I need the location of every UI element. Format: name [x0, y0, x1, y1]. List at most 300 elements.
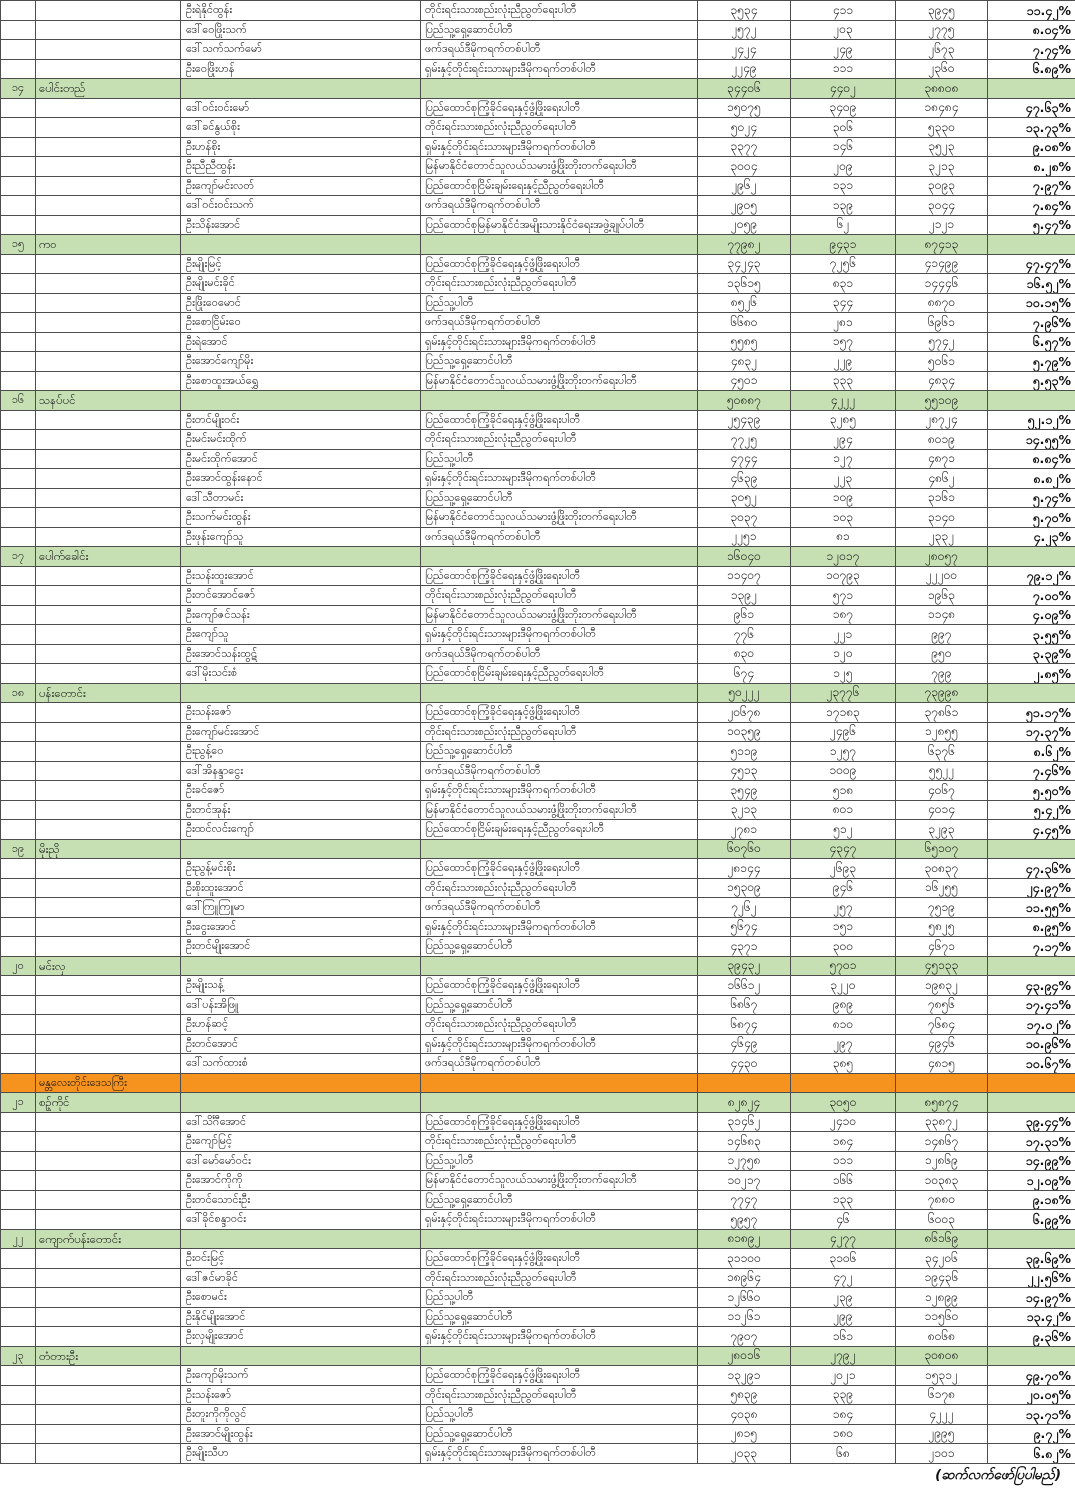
row-number: [1, 20, 36, 40]
candidate-name: ဦးစောမင်း: [181, 1288, 421, 1308]
percent: ၇.၇၄%: [988, 40, 1075, 60]
votes-total: ၇၆၈၄: [896, 1015, 988, 1035]
township-header-row: [1, 547, 1075, 567]
votes-col2: ၈၁: [791, 527, 896, 547]
row-number: [1, 976, 36, 996]
row-number: ၂၂: [1, 1229, 36, 1249]
township-name: [36, 410, 181, 430]
township-name: [36, 761, 181, 781]
candidate-name: ဦးအောင်ထွန်းနောင်: [181, 469, 421, 489]
percent: ၂၄.၉၇%: [988, 878, 1075, 898]
party-name: ဖက်ဒရယ်ဒီမိုကရက်တစ်ပါတီ: [421, 313, 698, 333]
party-name: မြန်မာနိုင်ငံတောင်သူလယ်သမားဖွံ့ဖြိုးတိုးတက်ရေးပါတီ: [421, 1171, 698, 1191]
township-header-row: [1, 683, 1075, 703]
candidate-row: [1, 293, 1075, 313]
percent: ၈.၉၅%: [988, 917, 1075, 937]
township-name: [36, 371, 181, 391]
candidate-name: ဦးကျော်သူ: [181, 625, 421, 645]
percent: ၈.၀၄%: [988, 20, 1075, 40]
percent: ၁၃.၇၃%: [988, 118, 1075, 138]
row-number: [1, 313, 36, 333]
percent: ၂၂.၅၆%: [988, 1268, 1075, 1288]
votes-col2: ၁၃၃: [791, 1190, 896, 1210]
percent: ၄၃.၉၄%: [988, 976, 1075, 996]
candidate-row: [1, 1405, 1075, 1425]
township-name: [36, 1366, 181, 1386]
candidate-row: [1, 800, 1075, 820]
row-number: [1, 761, 36, 781]
votes-col2: ၁၀၉: [791, 488, 896, 508]
party-name: တိုင်းရင်းသားစည်းလုံးညီညွတ်ရေးပါတီ: [421, 586, 698, 606]
votes-total: ၄၈၆၂: [896, 469, 988, 489]
row-number: [1, 917, 36, 937]
township-name: [36, 859, 181, 879]
candidate-name: ဒေါ်ခိုင်စန္ဒာဝင်း: [181, 1210, 421, 1230]
votes-col1: ၈၁၈၉၂: [698, 1229, 791, 1249]
votes-total: ၇၈၈၀: [896, 1190, 988, 1210]
votes-total: ၂၈၀၅၇: [896, 547, 988, 567]
votes-col2: ၁၈၄: [791, 1132, 896, 1152]
votes-col1: ၄၇၄၄: [698, 449, 791, 469]
row-number: [1, 1385, 36, 1405]
township-name: [36, 878, 181, 898]
township-name: [36, 176, 181, 196]
percent: ၉.၇၂%: [988, 1424, 1075, 1444]
party-name: ပြည်ထောင်စုကြံ့ခိုင်ရေးနှင့်ဖွံ့ဖြိုးရေးပါတီ: [421, 566, 698, 586]
percent: ၁၁.၅၅%: [988, 898, 1075, 918]
votes-col1: ၃၀၃၇: [698, 508, 791, 528]
candidate-name: ဦးရဲအောင်: [181, 332, 421, 352]
row-number: [1, 644, 36, 664]
votes-total: ၆၃၇၆: [896, 742, 988, 762]
row-number: [1, 274, 36, 294]
candidate-row: [1, 917, 1075, 937]
row-number: [1, 1405, 36, 1425]
percent: ၇၉.၁၂%: [988, 566, 1075, 586]
votes-col1: ၂၉၆၂: [698, 176, 791, 196]
row-number: [1, 488, 36, 508]
township-name: [36, 98, 181, 118]
votes-col1: ၃၅၃၄: [698, 1, 791, 21]
votes-col1: ၂၅၄၃၉: [698, 410, 791, 430]
votes-col2: ၂၃၇၇၆: [791, 683, 896, 703]
votes-total: ၁၂၈၅၅: [896, 722, 988, 742]
candidate-name: ဦးဝင်းမြင့်: [181, 1249, 421, 1269]
candidate-name: ဦးတင်သောင်းဦး: [181, 1190, 421, 1210]
party-name: တိုင်းရင်းသားစည်းလုံးညီညွတ်ရေးပါတီ: [421, 118, 698, 138]
candidate-row: [1, 1132, 1075, 1152]
candidate-row: [1, 761, 1075, 781]
candidate-name: ဦးကျော်ဇင်သန်း: [181, 605, 421, 625]
votes-total: ၄၈၇၁: [896, 449, 988, 469]
candidate-name: ဦးကျော်မိုးသက်: [181, 1366, 421, 1386]
votes-col1: ၁၀၂၁၇: [698, 1171, 791, 1191]
party-name: ပြည်ထောင်စုကြံ့ခိုင်ရေးနှင့်ဖွံ့ဖြိုးရေးပါတီ: [421, 98, 698, 118]
percent: [988, 956, 1075, 976]
row-number: [1, 703, 36, 723]
votes-total: ၂၉၉၅: [896, 1424, 988, 1444]
votes-col2: ၅၁၈: [791, 781, 896, 801]
party-name: ဖက်ဒရယ်ဒီမိုကရက်တစ်ပါတီ: [421, 527, 698, 547]
votes-total: ၈၆၁၆၉: [896, 1229, 988, 1249]
township-name: [36, 664, 181, 684]
township-name: [36, 1171, 181, 1191]
candidate-name: ဒေါ်ကြူကြူမာ: [181, 898, 421, 918]
percent: [988, 547, 1075, 567]
votes-col1: ၂၀၆၇၈: [698, 703, 791, 723]
candidate-name: ဦးမျိုးသီဟ: [181, 1444, 421, 1464]
party-name: ပြည်သူ့ရှေ့ဆောင်ပါတီ: [421, 20, 698, 40]
votes-col2: ၁၁၁: [791, 59, 896, 79]
candidate-row: [1, 1424, 1075, 1444]
percent: ၅.၄၇%: [988, 215, 1075, 235]
votes-total: ၁၄၄၄၆: [896, 274, 988, 294]
candidate-name: ဦးစောထူးအယ်ရွှေ: [181, 371, 421, 391]
row-number: [1, 137, 36, 157]
row-number: [1, 293, 36, 313]
party-name: ပြည်ထောင်စုကြံ့ခိုင်ရေးနှင့်ဖွံ့ဖြိုးရေးပါတီ: [421, 254, 698, 274]
votes-col2: ၁၅၁: [791, 917, 896, 937]
percent: ၄၇.၄၇%: [988, 254, 1075, 274]
party-name: ပြည်သူ့ရှေ့ဆောင်ပါတီ: [421, 1190, 698, 1210]
candidate-row: [1, 1366, 1075, 1386]
votes-col1: ၁၄၆၈၃: [698, 1132, 791, 1152]
party-name: ပြည်သူ့ပါတီ: [421, 1151, 698, 1171]
township-name: [36, 1268, 181, 1288]
candidate-row: [1, 937, 1075, 957]
party-name: ဖက်ဒရယ်ဒီမိုကရက်တစ်ပါတီ: [421, 898, 698, 918]
votes-col2: ၈၀၁: [791, 800, 896, 820]
row-number: [1, 371, 36, 391]
votes-col1: ၂၇၈၁: [698, 820, 791, 840]
votes-col2: ၂၆၉၃: [791, 859, 896, 879]
party-name: ပြည်ထောင်စုငြိမ်းချမ်းရေးနှင့်ညီညွတ်ရေးပါတီ: [421, 664, 698, 684]
percent: ၅.၇၄%: [988, 488, 1075, 508]
party-name: [421, 235, 698, 255]
party-name: ပြည်သူ့ရှေ့ဆောင်ပါတီ: [421, 352, 698, 372]
party-name: ရှမ်းနှင့်တိုင်းရင်းသားများဒီမိုကရက်တစ်ပါတီ: [421, 1034, 698, 1054]
votes-col2: ၂၉၄: [791, 430, 896, 450]
party-name: တိုင်းရင်းသားစည်းလုံးညီညွတ်ရေးပါတီ: [421, 722, 698, 742]
votes-col2: ၅၇၀၁: [791, 956, 896, 976]
candidate-row: [1, 1444, 1075, 1464]
party-name: တိုင်းရင်းသားစည်းလုံးညီညွတ်ရေးပါတီ: [421, 430, 698, 450]
candidate-row: [1, 898, 1075, 918]
township-name: [36, 254, 181, 274]
percent: [988, 79, 1075, 99]
row-number: [1, 449, 36, 469]
party-name: တိုင်းရင်းသားစည်းလုံးညီညွတ်ရေးပါတီ: [421, 1268, 698, 1288]
votes-total: ၉၉၇: [896, 625, 988, 645]
percent: ၆.၈၂%: [988, 1444, 1075, 1464]
votes-col2: ၉၄၆: [791, 878, 896, 898]
candidate-name: ဦးဖုန်းကျော်သူ: [181, 527, 421, 547]
percent: ၆.၉၉%: [988, 1210, 1075, 1230]
row-number: [1, 937, 36, 957]
candidate-name: ဦးစောငြိမ်းဝေ: [181, 313, 421, 333]
votes-col1: ၃၁၁၀၀: [698, 1249, 791, 1269]
votes-total: ၇၈၅၆: [896, 995, 988, 1015]
votes-col1: ၄၄၃၀: [698, 1054, 791, 1074]
percent: ၁၇.၀၂%: [988, 1015, 1075, 1035]
percent: ၅၁.၁၇%: [988, 703, 1075, 723]
votes-total: ၃၀၉၃: [896, 176, 988, 196]
votes-col1: ၁၂၆၆၀: [698, 1288, 791, 1308]
party-name: [421, 1073, 698, 1093]
votes-col1: ၅၅၈၅: [698, 332, 791, 352]
candidate-name: ဦးအောင်ကျော်မိုး: [181, 352, 421, 372]
votes-col2: ၁၀၇၉၃: [791, 566, 896, 586]
percent: ၇.၉၇%: [988, 176, 1075, 196]
row-number: [1, 566, 36, 586]
party-name: တိုင်းရင်းသားစည်းလုံးညီညွတ်ရေးပါတီ: [421, 1385, 698, 1405]
candidate-name: ဦးနိုင်မျိုးအောင်: [181, 1307, 421, 1327]
candidate-row: [1, 449, 1075, 469]
township-header-row: [1, 1346, 1075, 1366]
percent: ၅.၅၀%: [988, 781, 1075, 801]
votes-col1: ၁၃၆၁၅: [698, 274, 791, 294]
row-number: [1, 59, 36, 79]
candidate-row: [1, 176, 1075, 196]
votes-col2: ၂၄၉: [791, 40, 896, 60]
percent: ၃.၅၅%: [988, 625, 1075, 645]
row-number: [1, 1132, 36, 1152]
candidate-row: [1, 508, 1075, 528]
party-name: ပြည်ထောင်စုကြံ့ခိုင်ရေးနှင့်ဖွံ့ဖြိုးရေးပါတီ: [421, 703, 698, 723]
candidate-name: [181, 1093, 421, 1113]
votes-col1: ၆၈၆၇: [698, 995, 791, 1015]
votes-col1: ၂၂၄၉: [698, 59, 791, 79]
row-number: ၂၀: [1, 956, 36, 976]
percent: ၈.၆၂%: [988, 742, 1075, 762]
votes-col2: ၄၇၂: [791, 1268, 896, 1288]
candidate-name: [181, 547, 421, 567]
votes-total: ၃၈၈၀၈: [896, 79, 988, 99]
votes-total: ၂၈၇၂၄: [896, 410, 988, 430]
candidate-name: ဒေါ်မိုးသင်းစံ: [181, 664, 421, 684]
percent: ၇.၈၄%: [988, 196, 1075, 216]
votes-col2: ၂၇၉၂: [791, 1346, 896, 1366]
votes-col1: ၁၆၆၁၂: [698, 976, 791, 996]
candidate-row: [1, 59, 1075, 79]
row-number: [1, 352, 36, 372]
votes-col1: ၂၈၁၅: [698, 1424, 791, 1444]
votes-col1: ၆၇၄: [698, 664, 791, 684]
row-number: [1, 1190, 36, 1210]
party-name: ရှမ်းနှင့်တိုင်းရင်းသားများဒီမိုကရက်တစ်ပါတီ: [421, 332, 698, 352]
township-name: [36, 1307, 181, 1327]
candidate-row: [1, 859, 1075, 879]
candidate-name: ဦးသန်းဇော်: [181, 703, 421, 723]
votes-total: ၁၁၅၆၀: [896, 1307, 988, 1327]
candidate-row: [1, 605, 1075, 625]
candidate-row: [1, 878, 1075, 898]
row-number: [1, 1424, 36, 1444]
candidate-row: [1, 1171, 1075, 1191]
percent: ၂.၈၅%: [988, 664, 1075, 684]
party-name: ပြည်သူ့ရှေ့ဆောင်ပါတီ: [421, 1307, 698, 1327]
percent: ၈.၈၂%: [988, 469, 1075, 489]
candidate-name: ဦးကျော်မြင့်: [181, 1132, 421, 1152]
votes-total: ၄၉၄၆: [896, 1034, 988, 1054]
row-number: [1, 196, 36, 216]
votes-col1: ၁၃၂၉၁: [698, 1366, 791, 1386]
row-number: [1, 254, 36, 274]
township-name: [36, 781, 181, 801]
percent: ၅၂.၁၂%: [988, 410, 1075, 430]
votes-col1: ၅၀၂၂၂: [698, 683, 791, 703]
candidate-name: ဒေါ်ပန်းအိဖြူ: [181, 995, 421, 1015]
votes-col2: ၄၄၀၂: [791, 79, 896, 99]
party-name: ပြည်သူ့ရှေ့ဆောင်ပါတီ: [421, 995, 698, 1015]
percent: ၆.၅၇%: [988, 332, 1075, 352]
votes-total: ၃၀၄၄: [896, 196, 988, 216]
votes-col2: ၃၃၉: [791, 1385, 896, 1405]
votes-col2: ၂၀၉: [791, 157, 896, 177]
party-name: ပြည်ထောင်စုကြံ့ခိုင်ရေးနှင့်ဖွံ့ဖြိုးရေးပါတီ: [421, 1112, 698, 1132]
party-name: ဖက်ဒရယ်ဒီမိုကရက်တစ်ပါတီ: [421, 1054, 698, 1074]
row-number: [1, 1444, 36, 1464]
votes-col2: ၃၄၄: [791, 293, 896, 313]
candidate-name: ဦးငွေးအောင်: [181, 917, 421, 937]
votes-col1: ၅၀၂၄: [698, 118, 791, 138]
votes-total: ၅၇၄၂: [896, 332, 988, 352]
percent: ၅.၇၀%: [988, 508, 1075, 528]
candidate-row: [1, 742, 1075, 762]
township-name: မင်းလှ: [36, 956, 181, 976]
votes-col2: ၂၉၇: [791, 1034, 896, 1054]
votes-col1: ၂၀၃၃: [698, 1444, 791, 1464]
percent: ၄၇.၆၃%: [988, 98, 1075, 118]
township-name: [36, 469, 181, 489]
township-name: ပန်းတောင်း: [36, 683, 181, 703]
candidate-row: [1, 157, 1075, 177]
row-number: [1, 1307, 36, 1327]
votes-col1: ၃၀၅၂: [698, 488, 791, 508]
votes-col2: ၁၃၉: [791, 196, 896, 216]
township-name: [36, 625, 181, 645]
percent: [988, 1346, 1075, 1366]
percent: ၁၂.၀၉%: [988, 1171, 1075, 1191]
percent: ၆.၈၉%: [988, 59, 1075, 79]
row-number: ၁၄: [1, 79, 36, 99]
votes-total: ၃၁၄၀: [896, 508, 988, 528]
row-number: [1, 469, 36, 489]
votes-col2: ၃၃၃: [791, 371, 896, 391]
votes-col2: ၁၃၁: [791, 176, 896, 196]
row-number: [1, 157, 36, 177]
candidate-name: ဒေါ်သက်သက်မော်: [181, 40, 421, 60]
votes-total: ၄၆၇၁: [896, 937, 988, 957]
votes-col1: ၄၅၀၁: [698, 371, 791, 391]
row-number: ၁၈: [1, 683, 36, 703]
candidate-name: ဦးတူးကိုကိုလွင်: [181, 1405, 421, 1425]
candidate-name: ဦးလှမျိုးအောင်: [181, 1327, 421, 1347]
votes-col2: ၃၄၀၉: [791, 98, 896, 118]
row-number: [1, 508, 36, 528]
region-name: မန္တလေးတိုင်းဒေသကြီး: [36, 1073, 181, 1093]
percent: ၁၄.၅၅%: [988, 430, 1075, 450]
township-name: [36, 1034, 181, 1054]
row-number: [1, 1151, 36, 1171]
votes-col2: ၁၂၅၇: [791, 742, 896, 762]
township-name: [36, 1327, 181, 1347]
percent: ၁၆.၅၂%: [988, 274, 1075, 294]
votes-total: ၂၆၇၃: [896, 40, 988, 60]
township-header-row: [1, 391, 1075, 411]
candidate-row: [1, 20, 1075, 40]
votes-total: ၂၇၇၅: [896, 20, 988, 40]
votes-col1: ၄၃၇၁: [698, 937, 791, 957]
percent: ၄၉.၇၀%: [988, 1366, 1075, 1386]
party-name: ပြည်ထောင်စုကြံ့ခိုင်ရေးနှင့်ဖွံ့ဖြိုးရေးပါတီ: [421, 859, 698, 879]
row-number: ၂၃: [1, 1346, 36, 1366]
township-name: ကျောက်ပန်းတောင်း: [36, 1229, 181, 1249]
party-name: [421, 1229, 698, 1249]
township-name: [36, 313, 181, 333]
party-name: တိုင်းရင်းသားစည်းလုံးညီညွတ်ရေးပါတီ: [421, 1, 698, 21]
percent: ၁၀.၁၅%: [988, 293, 1075, 313]
votes-total: ၃၂၁၃: [896, 157, 988, 177]
party-name: ပြည်ထောင်စုကြံ့ခိုင်ရေးနှင့်ဖွံ့ဖြိုးရေးပါတီ: [421, 976, 698, 996]
continuation-note: (ဆက်လက်ဖော်ပြပါမည်): [935, 1467, 1061, 1483]
candidate-row: [1, 371, 1075, 391]
candidate-name: ဒေါ်ဝင်းဝင်းသက်: [181, 196, 421, 216]
votes-total: ၁၉၈၃၂: [896, 976, 988, 996]
candidate-name: [181, 1073, 421, 1093]
votes-total: ၅၀၆၁: [896, 352, 988, 372]
candidate-row: [1, 1268, 1075, 1288]
candidate-name: ဦးဖြိုးဝေမောင်: [181, 293, 421, 313]
candidate-name: ဦးမင်းမင်းထိုက်: [181, 430, 421, 450]
township-header-row: [1, 79, 1075, 99]
votes-total: ၁၂၈၉၉: [896, 1288, 988, 1308]
candidate-name: ဦးအောင်ကိုကို: [181, 1171, 421, 1191]
votes-col2: ၃၀၀: [791, 937, 896, 957]
votes-col2: ၁၈၀: [791, 1424, 896, 1444]
votes-col1: ၁၀၃၅၉: [698, 722, 791, 742]
candidate-row: [1, 332, 1075, 352]
candidate-row: [1, 722, 1075, 742]
row-number: [1, 664, 36, 684]
votes-col2: ၁၂၀၁၇: [791, 547, 896, 567]
row-number: ၁၅: [1, 235, 36, 255]
votes-col2: ၁၄၆: [791, 137, 896, 157]
township-name: ကဝ: [36, 235, 181, 255]
percent: ၇.၉၆%: [988, 313, 1075, 333]
percent: [988, 235, 1075, 255]
votes-col1: ၆၆၈၀: [698, 313, 791, 333]
votes-col1: ၈၅၂၆: [698, 293, 791, 313]
township-name: [36, 995, 181, 1015]
township-name: [36, 352, 181, 372]
candidate-row: [1, 98, 1075, 118]
votes-col1: ၃၅၄၉: [698, 781, 791, 801]
votes-total: ၈၀၁၉: [896, 430, 988, 450]
votes-col1: ၃၂၁၃: [698, 800, 791, 820]
township-name: [36, 1444, 181, 1464]
row-number: [1, 40, 36, 60]
row-number: [1, 1366, 36, 1386]
township-name: [36, 1424, 181, 1444]
votes-total: ၄၀၁၄: [896, 800, 988, 820]
party-name: [421, 1093, 698, 1113]
votes-col1: ၃၉၄၃၂: [698, 956, 791, 976]
party-name: မြန်မာနိုင်ငံတောင်သူလယ်သမားဖွံ့ဖြိုးတိုးတက်ရေးပါတီ: [421, 800, 698, 820]
candidate-name: ဦးစိုးထူးအောင်: [181, 878, 421, 898]
candidate-row: [1, 625, 1075, 645]
votes-total: ၁၉၄၃၆: [896, 1268, 988, 1288]
